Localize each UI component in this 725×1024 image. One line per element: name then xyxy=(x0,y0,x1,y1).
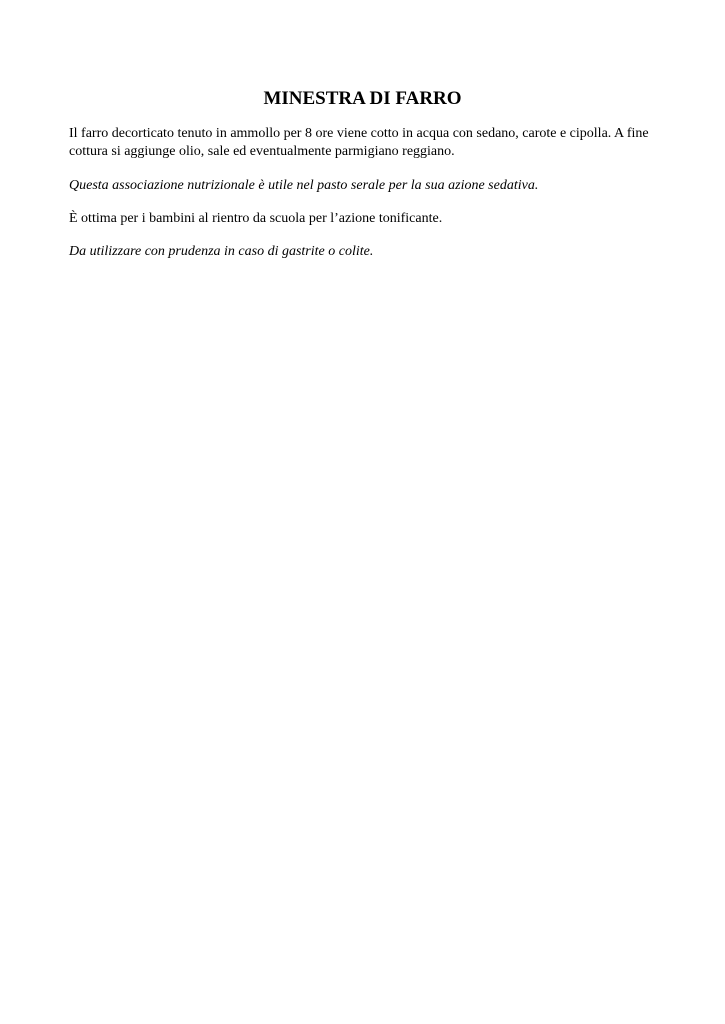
nutrition-note-paragraph: Questa associazione nutrizionale è utile nel pasto serale per la sua azione sedativa. xyxy=(69,178,539,193)
caution-paragraph: Da utilizzare con prudenza in caso di gastrite o colite. xyxy=(69,244,374,259)
children-note-paragraph: È ottima per i bambini al rientro da scuola per l’azione tonificante. xyxy=(69,211,443,226)
page-title: MINESTRA DI FARRO xyxy=(263,88,462,109)
preparation-paragraph: Il farro decorticato tenuto in ammollo per 8 ore viene cotto in acqua con sedano, carote e cipolla. A fine cottura si aggiunge olio, sale ed eventualmente parmigiano reggiano. xyxy=(69,126,649,159)
